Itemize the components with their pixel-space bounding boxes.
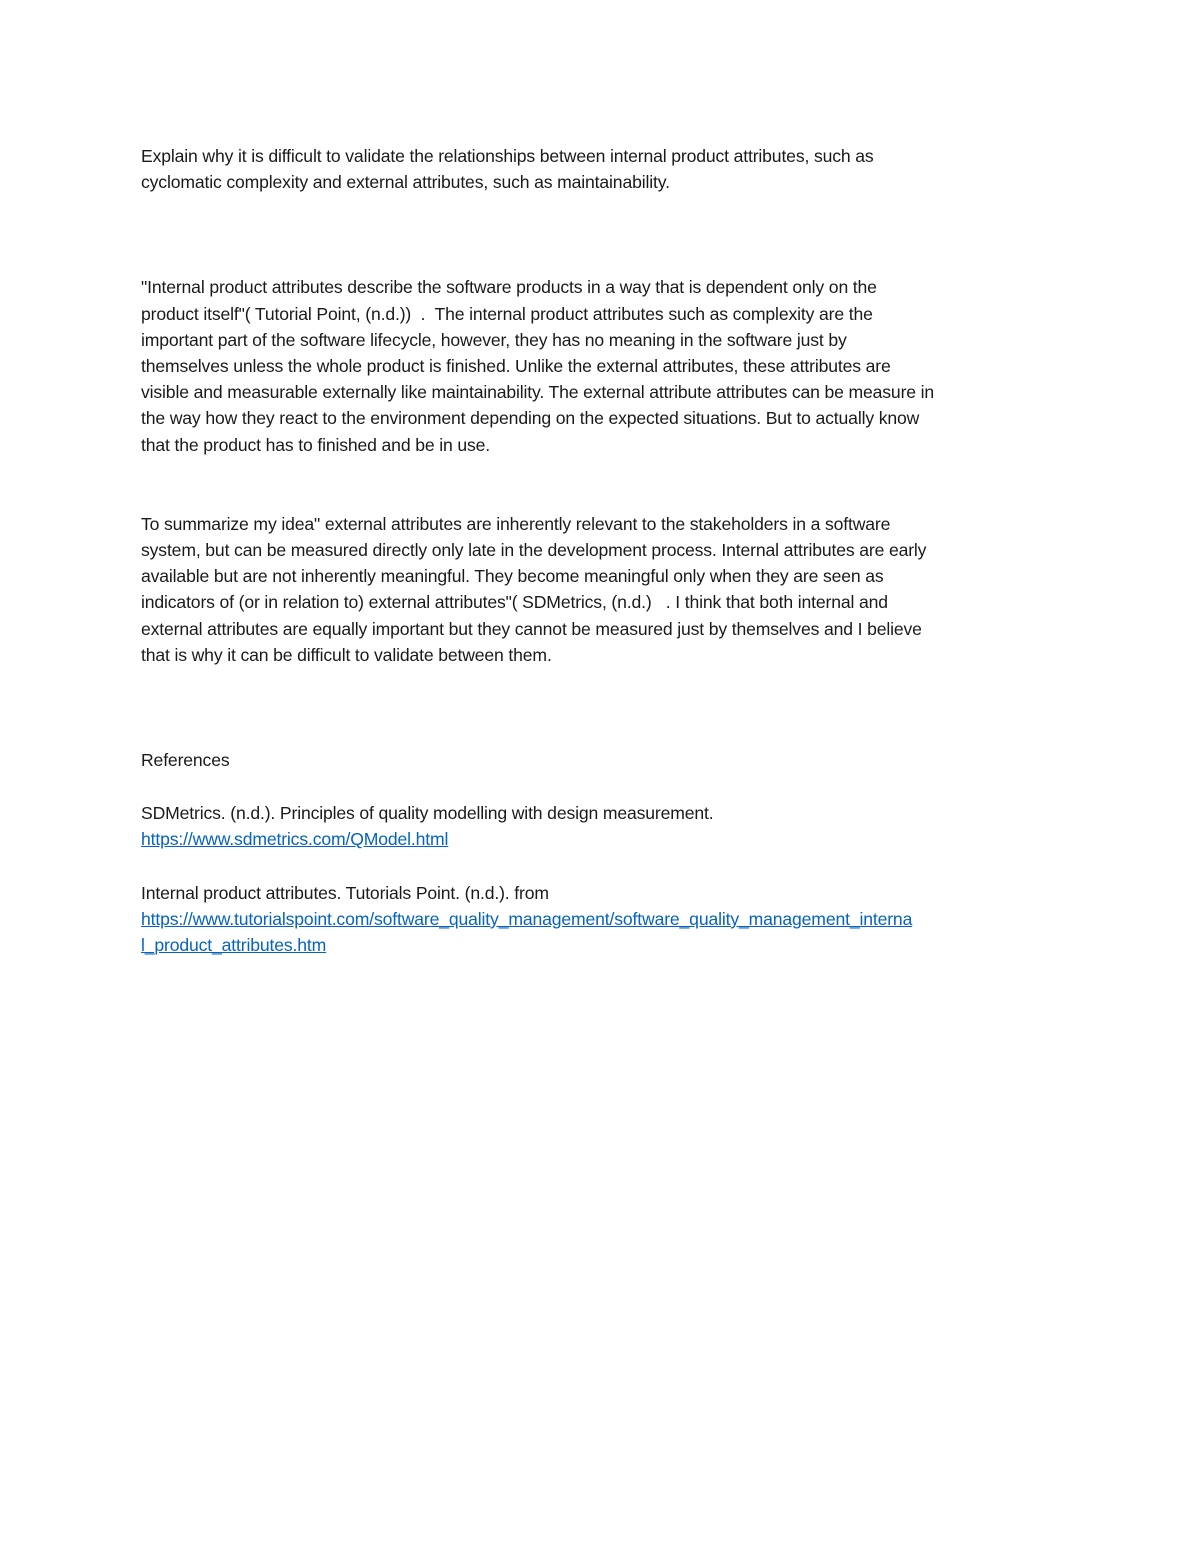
paragraph-line: themselves unless the whole product is finished. Unlike the external attributes, these attributes are [141,356,891,377]
question-line: cyclomatic complexity and external attributes, such as maintainability. [141,172,670,193]
paragraph-spacer [141,458,1066,511]
reference-link-tutorialspoint-continued[interactable]: l_product_attributes.htm [141,935,327,956]
reference-link-line [141,906,1066,932]
answer-paragraph-2 [141,511,1066,668]
paragraph-line: To summarize my idea" external attributes are inherently relevant to the stakeholders in a software [141,513,891,534]
reference-item-sdmetrics [141,800,1066,852]
paragraph-line: important part of the software lifecycle, however, they has no meaning in the software just by [141,329,847,350]
reference-spacer [141,773,1066,800]
reference-spacer [141,853,1066,880]
reference-link-line [141,932,1066,958]
question-paragraph [141,143,1066,195]
reference-item-tutorialspoint [141,880,1066,959]
paragraph-line: the way how they react to the environment depending on the expected situations. But to actually know [141,408,920,429]
reference-link-sdmetrics[interactable]: https://www.sdmetrics.com/QModel.html [141,829,449,850]
reference-link-tutorialspoint[interactable]: https://www.tutorialspoint.com/software_quality_management/software_quality_management_interna [141,908,913,929]
paragraph-spacer [141,668,1066,747]
references-heading: References [141,750,230,771]
paragraph-line: available but are not inherently meaningful. They become meaningful only when they are seen as [141,566,884,587]
paragraph-spacer [141,195,1066,274]
paragraph-line: product itself"( Tutorial Point, (n.d.)) . The internal product attributes such as complexity are the [141,303,873,324]
document-body [141,143,1066,958]
question-line: Explain why it is difficult to validate the relationships between internal product attributes, such as [141,146,874,166]
paragraph-line: indicators of (or in relation to) external attributes"( SDMetrics, (n.d.) . I think that both internal and [141,592,888,613]
reference-citation: Internal product attributes. Tutorials Point. (n.d.). from [141,882,549,903]
reference-link-line [141,826,1066,852]
references-section [141,747,1066,958]
answer-paragraph-1 [141,274,1066,457]
paragraph-line: that the product has to finished and be in use. [141,434,490,455]
paragraph-line: visible and measurable externally like maintainability. The external attribute attributes can be measure in [141,382,935,403]
paragraph-line: that is why it can be difficult to validate between them. [141,644,552,665]
paragraph-line: "Internal product attributes describe the software products in a way that is dependent only on the [141,277,877,298]
reference-citation: SDMetrics. (n.d.). Principles of quality modelling with design measurement. [141,803,714,824]
paragraph-line: external attributes are equally important but they cannot be measured just by themselves and I believe [141,618,922,639]
paragraph-line: system, but can be measured directly only late in the development process. Internal attributes are early [141,540,927,561]
